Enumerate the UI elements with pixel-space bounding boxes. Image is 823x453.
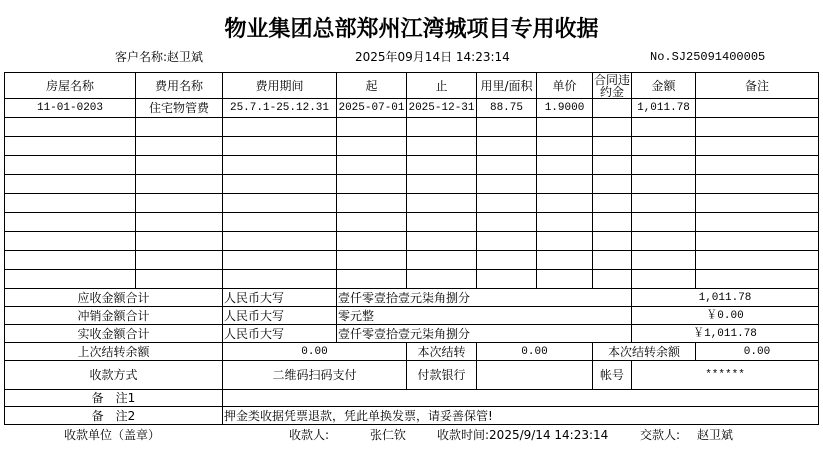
cell-start-date	[337, 232, 407, 251]
totals-section	[5, 289, 819, 425]
cell-fee-name	[136, 270, 223, 289]
cell-amount	[632, 175, 696, 194]
cell-amount	[632, 213, 696, 232]
cell-unit-price	[537, 137, 593, 156]
cell-fee-period	[223, 232, 337, 251]
cell-fee-name	[136, 232, 223, 251]
receivable-total-row	[5, 289, 819, 307]
receivable-words-label: 人民币大写	[223, 289, 337, 307]
col-header-house-name: 房屋名称	[5, 73, 136, 99]
cell-penalty	[593, 194, 632, 213]
col-header-penalty: 合同违约金	[593, 72, 630, 99]
cell-remark	[696, 156, 819, 175]
item-rows	[5, 99, 819, 289]
cell-unit-price	[537, 118, 593, 137]
cell-remark	[696, 175, 819, 194]
received-amount-in-words: 壹仟零壹拾壹元柒角捌分	[337, 325, 632, 343]
receivable-amount-in-words: 壹仟零壹拾壹元柒角捌分	[337, 289, 632, 307]
cell-quantity-area	[477, 175, 537, 194]
table-row	[5, 232, 819, 251]
cell-remark	[696, 99, 819, 118]
cell-end-date	[407, 194, 477, 213]
cell-unit-price	[537, 270, 593, 289]
payer-bank-value	[477, 361, 593, 390]
offset-total-label: 冲销金额合计	[5, 307, 223, 325]
cell-house-name	[5, 213, 136, 232]
cell-penalty	[593, 270, 632, 289]
cell-fee-period	[223, 251, 337, 270]
payment-row	[5, 361, 819, 390]
cell-amount	[632, 137, 696, 156]
cell-end-date	[407, 232, 477, 251]
cell-house-name	[5, 137, 136, 156]
cell-penalty	[593, 137, 632, 156]
col-header-amount: 金额	[632, 73, 696, 99]
account-label: 帐号	[593, 361, 632, 390]
cell-house-name	[5, 251, 136, 270]
cell-amount	[632, 251, 696, 270]
table-row	[5, 175, 819, 194]
cell-penalty	[593, 232, 632, 251]
cell-quantity-area: 88.75	[477, 99, 537, 118]
receivable-amount: 1,011.78	[632, 289, 819, 307]
cell-fee-period	[223, 175, 337, 194]
cell-unit-price	[537, 156, 593, 175]
table-row	[5, 213, 819, 232]
cell-start-date	[337, 137, 407, 156]
carry-over-label: 本次结转	[407, 343, 477, 361]
cell-fee-period	[223, 137, 337, 156]
payee-unit-stamp: 收款单位（盖章）	[64, 428, 161, 442]
cell-house-name	[5, 175, 136, 194]
cell-house-name: 11-01-0203	[5, 99, 136, 118]
cell-fee-name: 住宅物管费	[136, 99, 223, 118]
cell-fee-period: 25.7.1-25.12.31	[223, 99, 337, 118]
receipt-number: No.SJ25091400005	[650, 50, 766, 64]
previous-balance-value: 0.00	[223, 343, 407, 361]
remark2-value: 押金类收据凭票退款，凭此单换发票，请妥善保管!	[223, 407, 819, 425]
receivable-total-label: 应收金额合计	[5, 289, 223, 307]
cell-unit-price	[537, 251, 593, 270]
payee-name: 张仁钦	[370, 428, 407, 442]
cell-amount	[632, 156, 696, 175]
col-header-unit-price: 单价	[537, 73, 593, 99]
cell-end-date	[407, 270, 477, 289]
cell-quantity-area	[477, 194, 537, 213]
cell-amount	[632, 194, 696, 213]
offset-total-row	[5, 307, 819, 325]
table-row	[5, 99, 819, 118]
cell-end-date	[407, 137, 477, 156]
cell-start-date	[337, 118, 407, 137]
account-value: ******	[632, 361, 819, 390]
col-header-fee-name: 费用名称	[136, 73, 223, 99]
cell-house-name	[5, 232, 136, 251]
cell-start-date	[337, 175, 407, 194]
cell-end-date	[407, 156, 477, 175]
cell-penalty	[593, 251, 632, 270]
table-row	[5, 137, 819, 156]
cell-quantity-area	[477, 251, 537, 270]
receipt-datetime: 2025年09月14日 14:23:14	[355, 50, 510, 64]
cell-fee-period	[223, 118, 337, 137]
cell-remark	[696, 194, 819, 213]
cell-fee-period	[223, 156, 337, 175]
cell-remark	[696, 137, 819, 156]
cell-end-date	[407, 213, 477, 232]
header-row	[5, 73, 819, 99]
cell-house-name	[5, 156, 136, 175]
cell-fee-name	[136, 251, 223, 270]
cell-quantity-area	[477, 156, 537, 175]
cell-fee-name	[136, 213, 223, 232]
cell-fee-name	[136, 118, 223, 137]
table-row	[5, 194, 819, 213]
col-header-fee-period: 费用期间	[223, 73, 337, 99]
cell-amount	[632, 118, 696, 137]
table-row	[5, 251, 819, 270]
payer-label: 交款人:	[640, 428, 681, 442]
cell-fee-name	[136, 175, 223, 194]
current-balance-value: 0.00	[696, 343, 819, 361]
remark2-row	[5, 407, 819, 425]
cell-house-name	[5, 194, 136, 213]
cell-end-date	[407, 175, 477, 194]
cell-quantity-area	[477, 270, 537, 289]
cell-end-date: 2025-12-31	[407, 99, 477, 118]
cell-start-date	[337, 270, 407, 289]
cell-penalty	[593, 156, 632, 175]
table-row	[5, 270, 819, 289]
received-amount: ￥1,011.78	[632, 325, 819, 343]
cell-amount	[632, 270, 696, 289]
col-header-quantity-area: 用里/面积	[477, 73, 537, 99]
cell-remark	[696, 213, 819, 232]
col-header-remark: 备注	[696, 73, 819, 99]
cell-quantity-area	[477, 118, 537, 137]
cell-unit-price	[537, 194, 593, 213]
offset-amount-in-words: 零元整	[337, 307, 632, 325]
cell-house-name	[5, 118, 136, 137]
cell-start-date	[337, 194, 407, 213]
cell-fee-name	[136, 194, 223, 213]
payee-label: 收款人:	[289, 428, 330, 442]
cell-fee-name	[136, 137, 223, 156]
payer-bank-label: 付款银行	[407, 361, 477, 390]
payment-time: 收款时间:2025/9/14 14:23:14	[437, 428, 609, 442]
cell-penalty	[593, 99, 632, 118]
payment-method-label: 收款方式	[5, 361, 223, 390]
cell-amount	[632, 232, 696, 251]
current-balance-label: 本次结转余额	[593, 343, 696, 361]
cell-penalty	[593, 118, 632, 137]
remark1-row	[5, 390, 819, 407]
table-row	[5, 156, 819, 175]
cell-fee-period	[223, 270, 337, 289]
cell-unit-price	[537, 175, 593, 194]
cell-start-date	[337, 213, 407, 232]
remark1-value	[223, 390, 819, 407]
receipt-title: 物业集团总部郑州江湾城项目专用收据	[224, 16, 599, 42]
cell-remark	[696, 270, 819, 289]
cell-remark	[696, 118, 819, 137]
cell-unit-price	[537, 232, 593, 251]
cell-unit-price	[537, 213, 593, 232]
cell-start-date	[337, 156, 407, 175]
cell-quantity-area	[477, 232, 537, 251]
cell-house-name	[5, 270, 136, 289]
offset-words-label: 人民币大写	[223, 307, 337, 325]
balance-row	[5, 343, 819, 361]
cell-fee-period	[223, 194, 337, 213]
customer-name: 客户名称:赵卫斌	[115, 50, 204, 64]
cell-amount: 1,011.78	[632, 99, 696, 118]
cell-penalty	[593, 175, 632, 194]
cell-remark	[696, 232, 819, 251]
cell-unit-price: 1.9000	[537, 99, 593, 118]
received-total-label: 实收金额合计	[5, 325, 223, 343]
remark1-label: 备 注1	[5, 390, 223, 407]
cell-fee-period	[223, 213, 337, 232]
cell-start-date	[337, 251, 407, 270]
carry-over-value: 0.00	[477, 343, 593, 361]
cell-end-date	[407, 118, 477, 137]
cell-start-date: 2025-07-01	[337, 99, 407, 118]
cell-quantity-area	[477, 213, 537, 232]
received-words-label: 人民币大写	[223, 325, 337, 343]
cell-quantity-area	[477, 137, 537, 156]
received-total-row	[5, 325, 819, 343]
table-header	[5, 73, 819, 99]
cell-penalty	[593, 213, 632, 232]
remark2-label: 备 注2	[5, 407, 223, 425]
cell-end-date	[407, 251, 477, 270]
receipt-table	[4, 72, 819, 425]
offset-amount: ￥0.00	[632, 307, 819, 325]
payment-method-value: 二维码扫码支付	[223, 361, 407, 390]
cell-fee-name	[136, 156, 223, 175]
col-header-start-date: 起	[337, 73, 407, 99]
previous-balance-label: 上次结转余额	[5, 343, 223, 361]
cell-remark	[696, 251, 819, 270]
table-row	[5, 118, 819, 137]
payer-name: 赵卫斌	[697, 428, 734, 442]
col-header-end-date: 止	[407, 73, 477, 99]
